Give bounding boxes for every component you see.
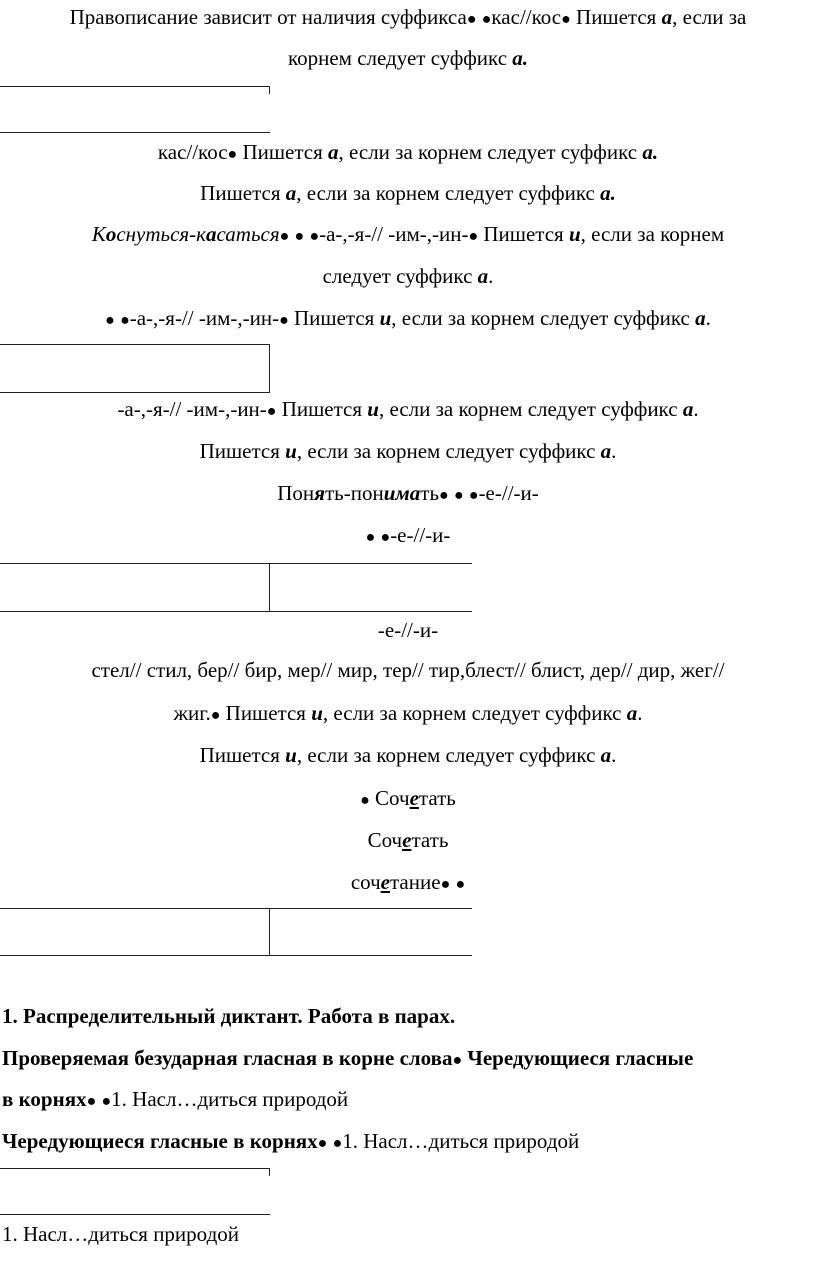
text: Пишется <box>199 743 286 767</box>
text: е <box>380 870 390 894</box>
task-heading <box>0 1003 816 1029</box>
bullet-icon: ● <box>309 228 320 245</box>
text-line-18 <box>0 869 816 898</box>
bullet-icon: ● <box>210 707 221 724</box>
text: -е-//-и- <box>377 618 439 642</box>
text: 1. Насл…диться природой <box>342 1129 580 1153</box>
table-border <box>0 908 472 909</box>
text: 1. Распределительный диктант. Работа в парах. <box>2 1004 456 1028</box>
bullet-icon: ● <box>453 487 464 504</box>
text-line-21 <box>0 1086 816 1115</box>
text: , если за корнем следует суффикс <box>322 701 627 725</box>
bullet-icon: ● <box>279 228 290 245</box>
text: е <box>402 828 412 852</box>
table-border <box>0 132 270 133</box>
text: кас//кос <box>157 140 228 164</box>
text: тать <box>411 828 449 852</box>
text: и <box>311 701 323 725</box>
bullet-icon: ● <box>365 529 376 546</box>
text-line-11 <box>0 522 816 551</box>
text: Пишется <box>200 181 286 205</box>
table-border <box>0 1214 270 1215</box>
text: и <box>285 743 297 767</box>
text-line-15 <box>0 742 816 768</box>
table-border <box>269 563 270 611</box>
text: Проверяемая безударная гласная в корне слова <box>2 1046 453 1070</box>
text: и <box>568 222 581 246</box>
text: следует суффикс <box>322 264 478 288</box>
text-line-17 <box>0 827 816 853</box>
text: кас//кос <box>491 5 562 29</box>
text: а <box>206 222 217 246</box>
text-line-20 <box>0 1045 816 1074</box>
text: , если за корнем следует суффикс <box>296 181 601 205</box>
text: -а-,-я-// -им-,-ин- <box>319 222 469 246</box>
text: -а-,-я-// -им-,-ин- <box>117 397 267 421</box>
text: корнем следует суффикс <box>287 46 513 70</box>
bullet-icon: ● <box>120 312 130 329</box>
text: а. <box>642 140 659 164</box>
text: -а-,-я-// -им-,-ин- <box>129 306 280 330</box>
bullet-icon: ● <box>317 1135 328 1152</box>
text: , если за корнем следует суффикс <box>338 140 643 164</box>
bullet-icon: ● <box>279 312 289 329</box>
text-line-1 <box>0 4 816 33</box>
text: 1. Насл…диться природой <box>2 1222 239 1246</box>
text: , если за <box>672 5 747 29</box>
table-border <box>0 563 472 564</box>
text: Пишется <box>276 397 368 421</box>
text: . <box>693 397 699 421</box>
text-line-13 <box>0 657 816 683</box>
text: Пишется <box>220 701 312 725</box>
text: . <box>637 701 643 725</box>
text-line-12 <box>0 617 816 643</box>
text-line-8 <box>0 396 816 425</box>
bullet-icon: ● <box>101 1093 112 1110</box>
text: Чередующиеся гласные <box>462 1046 694 1070</box>
text-line-9 <box>0 438 816 464</box>
text: Пон <box>277 481 315 505</box>
text: а <box>328 140 339 164</box>
text: и <box>285 439 297 463</box>
text: Пишется <box>237 140 329 164</box>
bullet-icon: ● <box>440 876 451 893</box>
text: ть <box>420 481 440 505</box>
text: -е-//-и- <box>390 523 451 547</box>
bullet-icon: ● <box>561 11 571 28</box>
text: К <box>91 222 106 246</box>
text: Соч <box>367 828 403 852</box>
bullet-icon: ● <box>468 228 479 245</box>
bullet-icon: ● <box>332 1135 343 1152</box>
bullet-icon: ● <box>380 529 391 546</box>
table-border <box>0 955 472 956</box>
text: Чередующиеся гласные в корнях <box>2 1129 318 1153</box>
text: Пишется <box>478 222 569 246</box>
text: а <box>285 181 297 205</box>
text: 1. Насл…диться природой <box>111 1087 349 1111</box>
table-border <box>269 344 270 393</box>
table-border <box>0 344 270 345</box>
text: Пишется <box>570 5 662 29</box>
text: о <box>105 222 117 246</box>
bullet-icon: ● <box>481 11 492 28</box>
text-line-16 <box>0 785 816 814</box>
text: а <box>600 743 612 767</box>
text: тать <box>418 786 456 810</box>
text: и <box>367 397 379 421</box>
table-border <box>0 611 472 612</box>
bullet-icon: ● <box>455 876 466 893</box>
text: , если за корнем следует суффикс <box>296 743 601 767</box>
text-line-14 <box>0 700 816 729</box>
text: . <box>488 264 494 288</box>
bullet-icon: ● <box>452 1052 463 1069</box>
text: снуться-к <box>116 222 206 246</box>
bullet-icon: ● <box>466 11 477 28</box>
text: стел// стил, бер// бир, мер// мир, тер// тир,блест// блист, дер// дир, жег// <box>91 658 725 682</box>
text-line-4 <box>0 180 816 206</box>
bullet-icon: ● <box>105 312 115 329</box>
bullet-icon: ● <box>468 487 479 504</box>
text-line-6 <box>0 263 816 289</box>
table-border <box>0 1168 270 1169</box>
text-line-5 <box>0 221 816 250</box>
text-line-23 <box>0 1221 816 1247</box>
text: , если за корнем <box>580 222 725 246</box>
text: има <box>383 481 421 505</box>
text: е <box>409 786 419 810</box>
bullet-icon: ● <box>227 146 238 163</box>
text-line-2 <box>0 45 816 71</box>
table-border <box>269 1168 270 1176</box>
text: -е-//-и- <box>478 481 539 505</box>
text: и <box>379 306 392 330</box>
text: а <box>682 397 694 421</box>
text: а <box>626 701 638 725</box>
text: жиг. <box>173 701 211 725</box>
text: а <box>661 5 673 29</box>
text: Правописание зависит от наличия суффикса <box>69 5 467 29</box>
text-line-22 <box>0 1128 816 1157</box>
bullet-icon: ● <box>86 1093 97 1110</box>
text: в корнях <box>2 1087 87 1111</box>
text: а. <box>512 46 529 70</box>
text: , если за корнем следует суффикс <box>296 439 601 463</box>
table-border <box>0 392 270 393</box>
text: Пишется <box>288 306 380 330</box>
text-line-7 <box>0 305 816 334</box>
bullet-icon: ● <box>439 487 449 504</box>
text: . <box>705 306 711 330</box>
table-border <box>0 86 270 87</box>
text: . <box>611 743 617 767</box>
text: , если за корнем следует суффикс <box>378 397 683 421</box>
text: Пишется <box>199 439 286 463</box>
text: а <box>477 264 489 288</box>
text: соч <box>350 870 381 894</box>
table-border <box>269 86 270 94</box>
text: . <box>611 439 617 463</box>
text-line-10 <box>0 480 816 509</box>
bullet-icon: ● <box>360 792 370 809</box>
text: Соч <box>369 786 410 810</box>
bullet-icon: ● <box>266 403 277 420</box>
text: саться <box>216 222 280 246</box>
text: , если за корнем следует суффикс <box>391 306 696 330</box>
text: я <box>314 481 325 505</box>
table-border <box>269 908 270 955</box>
text-line-3 <box>0 139 816 168</box>
text: а <box>695 306 706 330</box>
text: тание <box>390 870 441 894</box>
text: ть-пон <box>324 481 384 505</box>
text: а <box>600 439 612 463</box>
bullet-icon: ● <box>294 228 305 245</box>
text: а. <box>600 181 616 205</box>
